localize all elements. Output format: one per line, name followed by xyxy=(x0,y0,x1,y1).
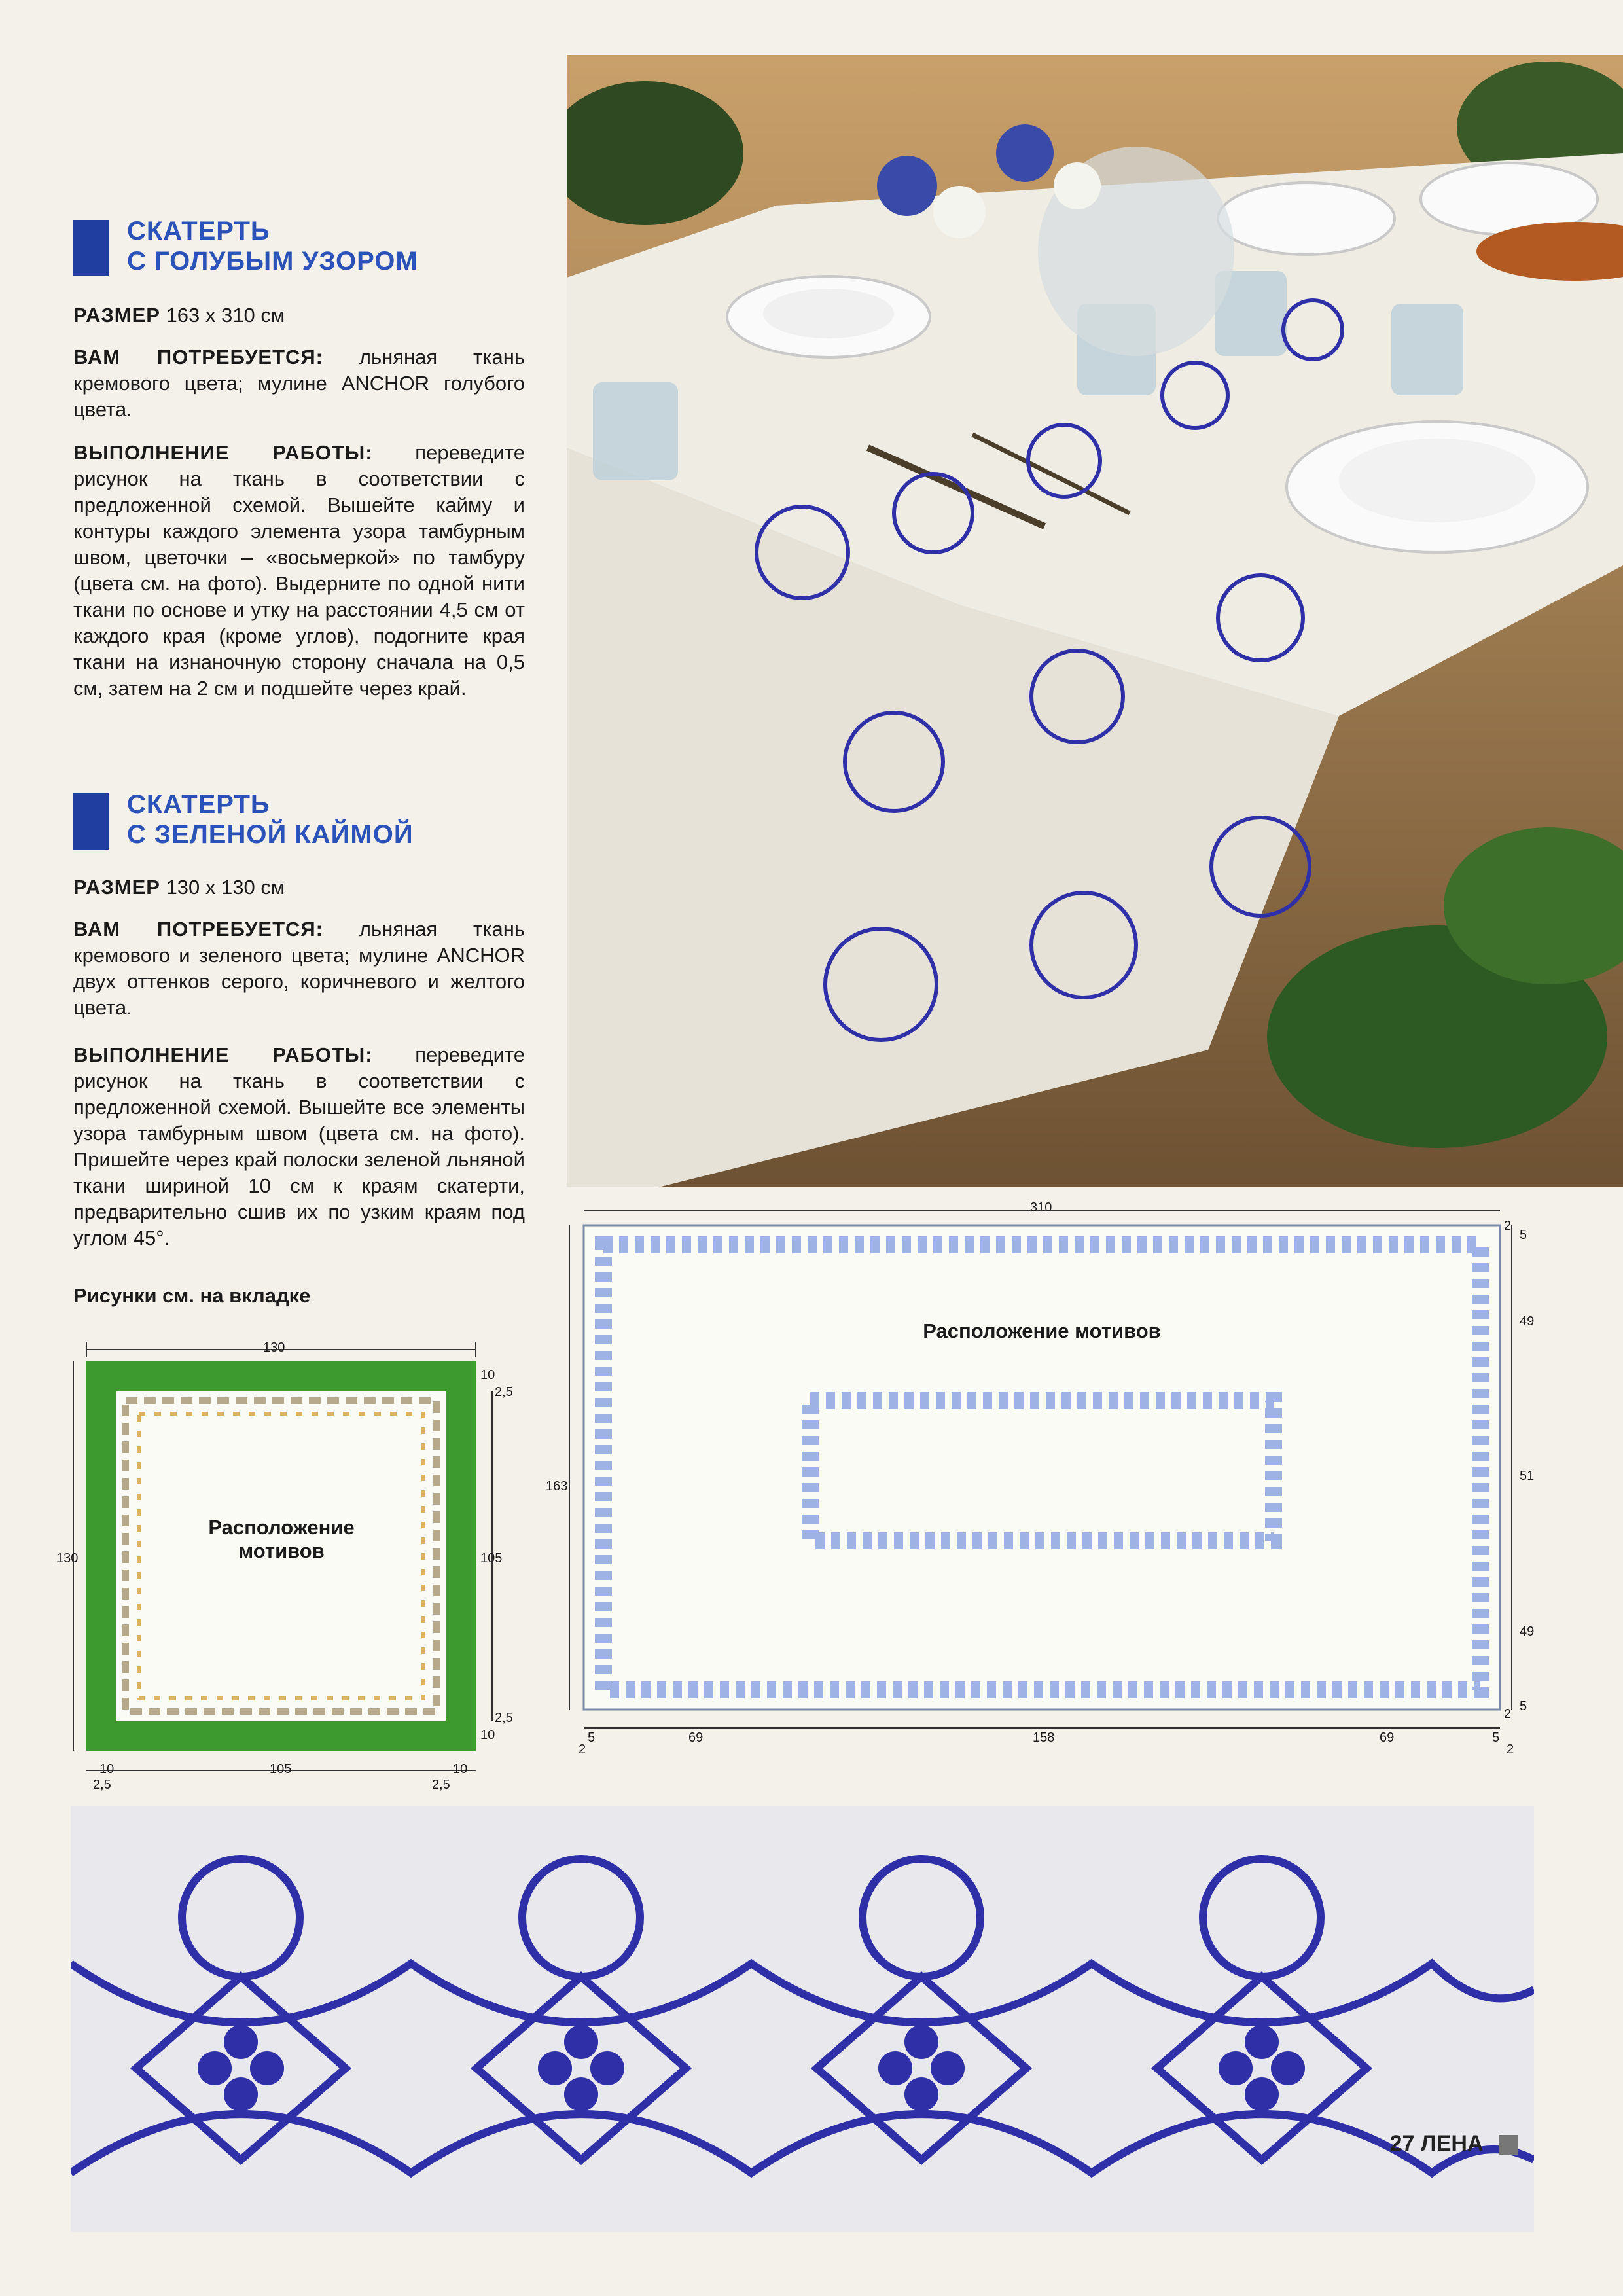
work-paragraph-2 xyxy=(73,1042,525,1251)
size-value: 130 х 130 см xyxy=(166,876,285,899)
dim-right-49-top: 49 xyxy=(1520,1314,1535,1329)
needs-label: ВАМ ПОТРЕБУЕТСЯ: xyxy=(73,346,324,368)
dim-right-5-bottom: 5 xyxy=(1520,1699,1527,1713)
dim-right-49-bottom: 49 xyxy=(1520,1624,1535,1639)
heading-text xyxy=(127,216,418,276)
dim-left: 163 xyxy=(546,1479,568,1494)
size-value: 163 х 310 см xyxy=(166,304,285,327)
work-text: переведите рисунок на ткань в соответствии с предложенной схемой. Вышейте все элементы узора тамбурным швом (цвета см. на фото). Пришейте через край полоски зеленой льняной ткани шириной 10 см к краям скатерти, предварительно сшив их по узким краям под углом 45°. xyxy=(73,1043,525,1249)
dim-bottom-2-right: 2 xyxy=(1507,1742,1514,1757)
dim-25-top: 2,5 xyxy=(495,1385,513,1399)
size-label: РАЗМЕР xyxy=(73,876,160,899)
dim-10-bottom: 10 xyxy=(480,1728,495,1742)
dim-bottom-5-right: 5 xyxy=(1492,1731,1500,1745)
green-diagram-label xyxy=(171,1516,391,1563)
green-tablecloth-diagram xyxy=(56,1335,531,1793)
dim-10-right: 10 xyxy=(453,1762,468,1776)
heading-line1: СКАТЕРТЬ xyxy=(127,217,270,245)
dim-left: 130 xyxy=(56,1551,79,1566)
dim-bottom-69-right: 69 xyxy=(1380,1731,1395,1745)
blue-diagram-svg xyxy=(564,1199,1520,1762)
work-label: ВЫПОЛНЕНИЕ РАБОТЫ: xyxy=(73,1043,373,1066)
dim-top: 130 xyxy=(263,1340,285,1355)
work-paragraph-1 xyxy=(73,440,525,702)
needs-text: льняная ткань кремового и зеленого цвета; мулине ANCHOR двух оттенков серого, коричневого и желтого цвета. xyxy=(73,918,526,1019)
dim-top: 310 xyxy=(1030,1200,1052,1215)
dim-right: 105 xyxy=(480,1551,503,1566)
embroidery-closeup xyxy=(71,1806,1534,2232)
dim-right-2-top: 2 xyxy=(1504,1219,1512,1233)
table-setting-photo xyxy=(567,55,1623,1187)
heading-text xyxy=(127,789,414,850)
heading-line2: С ГОЛУБЫМ УЗОРОМ xyxy=(127,247,418,276)
dim-right-2-bottom: 2 xyxy=(1504,1707,1512,1721)
heading-green-tablecloth xyxy=(73,789,544,855)
dim-10-top: 10 xyxy=(480,1368,495,1382)
dim-bottom: 105 xyxy=(270,1762,292,1776)
green-diagram-svg xyxy=(73,1335,531,1793)
magazine-brand: ЛЕНА xyxy=(1420,2131,1484,2156)
needs-label: ВАМ ПОТРЕБУЕТСЯ: xyxy=(73,918,324,941)
work-text: переведите рисунок на ткань в соответствии с предложенной схемой. Вышейте кайму и контуры каждого элемента узора тамбурным швом, цветочки – «восьмеркой» по тамбуру (цвета см. на фото). Выдерните по одной нити ткани по основе и утку на расстоянии 4,5 см от каждого края (кроме углов), подогните края ткани на изнаночную сторону сначала на 0,5 см, затем на 2 см и подшейте через край. xyxy=(73,441,525,700)
inset-note xyxy=(73,1283,525,1309)
needs-paragraph-2 xyxy=(73,916,525,1021)
square-mark-icon xyxy=(1499,2135,1518,2155)
dim-bottom-69-left: 69 xyxy=(688,1731,704,1745)
dim-bottom-5-left: 5 xyxy=(588,1731,596,1745)
heading-bar xyxy=(73,220,109,276)
heading-line1: СКАТЕРТЬ xyxy=(127,790,270,819)
size-paragraph-2 xyxy=(73,874,525,901)
heading-blue-tablecloth xyxy=(73,216,544,281)
dim-right-51: 51 xyxy=(1520,1469,1535,1483)
blue-diagram-label: Расположение мотивов xyxy=(923,1319,1161,1342)
dim-10-left: 10 xyxy=(99,1762,115,1776)
size-paragraph-1 xyxy=(73,302,525,329)
work-label: ВЫПОЛНЕНИЕ РАБОТЫ: xyxy=(73,441,373,464)
dim-25-right: 2,5 xyxy=(432,1778,450,1792)
heading-line2: С ЗЕЛЕНОЙ КАЙМОЙ xyxy=(127,820,414,849)
needs-paragraph-1 xyxy=(73,344,525,423)
label-line1: Расположение xyxy=(208,1516,355,1539)
dim-bottom-2-left: 2 xyxy=(579,1742,586,1757)
blue-tablecloth-diagram xyxy=(546,1199,1535,1762)
dim-25-bottom: 2,5 xyxy=(495,1711,513,1725)
label-line2: мотивов xyxy=(238,1539,325,1562)
heading-bar xyxy=(73,793,109,850)
page-footer xyxy=(1390,2131,1518,2157)
embroidery-motif-svg xyxy=(71,1806,1534,2232)
size-label: РАЗМЕР xyxy=(73,304,160,327)
needs-text: льняная ткань кремового цвета; мулине ANCHOR голубого цвета. xyxy=(73,346,526,421)
dim-25-left: 2,5 xyxy=(93,1778,111,1792)
photo-illustration xyxy=(567,55,1623,1187)
dim-bottom-158: 158 xyxy=(1033,1731,1055,1745)
note-text: Рисунки см. на вкладке xyxy=(73,1284,311,1307)
page-number: 27 xyxy=(1389,2131,1415,2156)
dim-right-5-top: 5 xyxy=(1520,1228,1527,1242)
